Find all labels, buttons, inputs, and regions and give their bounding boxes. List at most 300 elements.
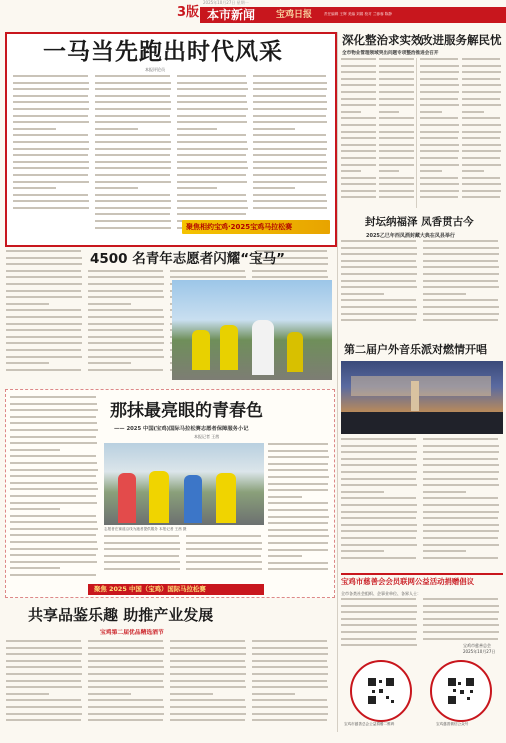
body-text-line [6,283,82,285]
brand-logo: 宝鸡日报 [276,10,313,20]
body-text-line [10,436,96,438]
body-text-line [88,640,163,642]
body-text-line [95,227,171,229]
body-text-line [341,144,376,146]
body-text-line [379,177,414,179]
body-text-line [341,247,417,249]
body-text-line [177,141,247,143]
body-text-line [6,356,82,358]
body-text-line [170,680,245,682]
body-text-line [423,491,466,493]
body-text-line [253,75,326,77]
body-text-line [10,502,97,504]
body-text-line [341,306,417,308]
body-text-line [95,213,170,215]
body-text-line [379,150,414,152]
body-text-line [341,137,376,139]
body-text-line [253,82,327,84]
body-text-line [177,213,246,215]
body-text-line [341,517,416,519]
body-text-line [341,644,417,646]
body-text-line [253,88,327,90]
body-text-line [423,638,498,640]
body-text-line [462,65,501,67]
body-text-line [253,121,327,123]
body-text-line [379,78,414,80]
body-text-line [13,194,88,196]
exhibition-headline: 共享品鉴乐趣 助推产业发展 [28,606,214,624]
body-text-line [10,488,98,490]
qr-left-caption: 宝鸡市慈善总会公益捐赠二维码 [344,722,395,726]
body-text-line [423,524,499,526]
editor-line: 责任编辑 王辉 美编 刘娟 校对 兰蓉蓉 陈静 [324,12,392,16]
body-text-line [6,653,82,655]
body-text-line [268,496,302,498]
volunteers-headline: 4500 名青年志愿者闪耀“宝马” [90,251,286,267]
body-text-line [6,263,82,265]
body-text-line [253,101,327,103]
body-text-line [379,183,414,185]
body-text-line [186,548,262,550]
body-text-line [341,504,417,506]
body-text-line [95,108,171,110]
right-left-subhead: 全市物业管理领域突出问题专项整治推进会召开 [342,51,439,56]
body-text-line [423,240,498,242]
body-text-line [341,491,384,493]
body-text-line [6,342,82,344]
body-text-line [341,530,417,532]
body-text-line [268,542,328,544]
body-text-line [88,719,163,721]
body-text-line [88,653,164,655]
body-text-line [88,647,164,649]
body-text-line [10,469,98,471]
body-text-line [177,75,246,77]
body-text-line [95,128,138,130]
body-text-line [379,131,414,133]
body-text-line [420,124,459,126]
body-text-line [268,489,328,491]
qr-pattern-icon [352,662,410,720]
body-text-line [341,196,376,198]
body-text-line [95,88,171,90]
body-text-line [420,144,459,146]
body-text-line [341,458,416,460]
body-text-line [423,293,466,295]
body-text-line [95,154,170,156]
body-text-line [268,483,328,485]
body-text-line [95,161,171,163]
lead-commentary [5,32,337,247]
body-text-line [420,71,459,73]
body-text-line [252,713,328,715]
qr-right-caption: 宝鸡慈善微信公众号 [436,722,469,726]
charity-top-rule [341,573,503,575]
body-text-line [6,706,82,708]
body-text-line [88,290,163,292]
body-text-line [423,544,499,546]
ribbon-body-c [268,443,330,581]
body-text-line [341,71,376,73]
body-text-line [88,713,164,715]
body-text-line [177,121,247,123]
jar-ceremony-body-b [423,240,501,328]
body-text-line [252,686,328,688]
body-text-line [462,71,501,73]
jar-ceremony-headline: 封坛纳福泽 凤香贯古今 [365,216,474,228]
body-text-line [6,666,82,668]
body-text-line [13,108,89,110]
body-text-line [13,75,88,77]
body-text-line [88,680,163,682]
body-text-line [177,82,247,84]
body-text-line [423,458,498,460]
body-text-line [95,181,171,183]
body-text-line [379,124,414,126]
body-text-line [268,456,329,458]
masthead [0,0,506,27]
body-text-line [253,148,327,150]
body-text-line [423,280,498,282]
body-text-line [177,154,246,156]
body-text-line [379,104,414,106]
body-text-line [6,680,81,682]
body-text-line [341,438,416,440]
body-text-line [341,253,417,255]
body-text-line [341,313,417,315]
ribbon-body-a [104,535,182,580]
body-text-line [6,303,49,305]
right-left-headline: 深化整治求实效 [342,33,423,47]
body-text-line [186,555,261,557]
body-text-line [420,196,458,198]
body-text-line [341,471,417,473]
body-text-line [252,660,327,662]
body-text-line [13,88,89,90]
body-text-line [252,653,328,655]
body-text-line [423,464,499,466]
body-text-line [95,174,170,176]
body-text-line [6,673,82,675]
right-right-body-a [420,58,460,208]
body-text-line [423,451,499,453]
body-text-line [268,568,328,570]
body-text-line [462,98,500,100]
body-text-line [462,190,501,192]
volunteers-photo [172,280,332,380]
body-text-line [95,167,171,169]
jar-ceremony-subhead: 2025乙巳年西凤酒封藏大典在凤县举行 [366,233,455,239]
body-text-line [6,647,82,649]
body-text-line [423,497,498,499]
body-text-line [379,117,414,119]
ribbon-photo-caption: 志愿者在赛道沿线为跑者提供服务 本报记者 王茜 摄 [104,527,187,531]
body-text-line [177,134,246,136]
body-text-line [177,101,247,103]
body-text-line [379,164,414,166]
body-text-line [6,276,82,278]
body-text-line [423,260,498,262]
body-text-line [6,296,82,298]
body-text-line [423,313,499,315]
body-text-line [341,598,416,600]
body-text-line [10,403,97,405]
body-text-line [341,299,416,301]
body-text-line [423,247,499,249]
body-text-line [341,273,417,275]
page-number: 3版 [177,5,200,20]
body-text-line [177,95,246,97]
body-text-line [88,686,164,688]
body-text-line [268,522,328,524]
body-text-line [95,115,170,117]
body-text-line [341,319,416,321]
body-text-line [177,108,248,110]
body-text-line [341,478,416,480]
body-text-line [379,84,414,86]
body-text-line [88,270,163,272]
body-text-line [341,638,416,640]
body-text-line [95,220,171,222]
ribbon-banner-text: 聚焦 2025 中国（宝鸡）国际马拉松赛 [94,585,206,593]
body-text-line [88,336,164,338]
body-text-line [170,713,246,715]
body-text-line [341,464,417,466]
body-text-line [13,141,89,143]
body-text-line [423,624,499,626]
body-text-line [10,422,97,424]
body-text-line [88,699,163,701]
body-text-line [341,157,376,159]
body-text-line [423,266,499,268]
body-text-line [462,164,501,166]
body-text-line [186,535,261,537]
body-text-line [10,528,98,530]
body-text-line [268,555,302,557]
body-text-line [170,673,246,675]
body-text-line [10,508,60,510]
body-text-line [253,194,326,196]
body-text-line [252,680,327,682]
body-text-line [6,270,81,272]
body-text-line [462,111,484,113]
body-text-line [13,128,56,130]
body-text-line [10,541,97,543]
exhibition-body-a [6,640,84,730]
body-text-line [13,207,89,209]
body-text-line [462,58,500,60]
section-title: 本市新闻 [207,8,256,22]
body-text-line [341,624,417,626]
body-text-line [462,91,501,93]
body-text-line [253,141,327,143]
body-text-line [170,693,213,695]
body-text-line [423,299,498,301]
right-left-body-a [341,58,377,208]
body-text-line [462,124,501,126]
body-text-line [420,177,458,179]
body-text-line [177,200,247,202]
body-text-line [341,58,376,60]
body-text-line [177,181,247,183]
lead-body-col-4 [253,75,329,215]
body-text-line [170,719,245,721]
body-text-line [6,640,81,642]
body-text-line [104,568,180,570]
ribbon-byline: 本报记者 王茜 [194,434,220,439]
body-text-line [95,134,170,136]
body-text-line [462,78,500,80]
body-text-line [177,161,247,163]
body-text-line [95,141,171,143]
body-text-line [341,84,376,86]
body-text-line [252,699,327,701]
body-text-line [268,509,328,511]
body-text-line [268,502,328,504]
body-text-line [252,640,327,642]
body-text-line [379,91,414,93]
body-text-line [170,706,246,708]
body-text-line [253,115,326,117]
body-text-line [268,549,328,551]
body-text-line [88,316,164,318]
body-text-line [420,131,459,133]
body-text-line [423,471,499,473]
exhibition-body-d [252,640,330,730]
body-text-line [170,653,246,655]
body-text-line [423,253,499,255]
music-party-body-a [341,438,419,568]
body-text-line [177,148,248,150]
body-text-line [10,396,96,398]
body-text-line [379,144,414,146]
body-text-line [420,164,459,166]
body-text-line [341,104,376,106]
ribbon-body-b [186,535,264,580]
body-text-line [341,537,416,539]
right-left-body-b [379,58,415,208]
body-text-line [104,542,180,544]
body-text-line [6,693,49,695]
body-text-line [462,196,500,198]
body-text-line [423,504,499,506]
body-text-line [341,445,417,447]
body-text-line [423,306,499,308]
body-text-line [88,356,164,358]
body-text-line [88,342,164,344]
body-text-line [423,438,498,440]
body-text-line [252,706,328,708]
body-text-line [462,157,500,159]
body-text-line [88,323,164,325]
exhibition-body-b [88,640,166,730]
body-text-line [6,250,81,252]
body-text-line [10,482,97,484]
jar-ceremony-body-a [341,240,419,328]
body-text-line [420,157,458,159]
body-text-line [341,111,361,113]
charity-date: 2025年10月27日 [463,649,496,654]
right-vertical-rule [416,58,417,208]
body-text-line [13,174,88,176]
body-text-line [252,647,328,649]
body-text-line [420,183,459,185]
body-text-line [341,484,417,486]
qr-code-right[interactable] [430,660,492,722]
body-text-line [462,150,501,152]
body-text-line [423,537,498,539]
qr-code-left[interactable] [350,660,412,722]
body-text-line [253,108,327,110]
body-text-line [420,58,458,60]
body-text-line [10,475,96,477]
music-party-body-b [423,438,501,568]
body-text-line [341,91,376,93]
body-text-line [95,101,171,103]
body-text-line [10,442,97,444]
body-text-line [268,469,328,471]
body-text-line [6,660,81,662]
body-text-line [379,196,414,198]
body-text-line [10,515,96,517]
body-text-line [423,598,498,600]
body-text-line [253,154,326,156]
body-text-line [10,409,98,411]
charity-headline: 宝鸡市慈善会会员联网公益活动捐赠倡议 [341,577,475,586]
body-text-line [186,542,262,544]
body-text-line [420,84,459,86]
body-text-line [252,693,295,695]
body-text-line [6,369,81,371]
body-text-line [423,631,499,633]
body-text-line [341,497,416,499]
body-text-line [379,65,414,67]
body-text-line [420,78,458,80]
body-text-line [423,557,498,559]
body-text-line [379,137,414,139]
body-text-line [341,177,376,179]
body-text-line [6,336,82,338]
body-text-line [104,555,179,557]
ribbon-photo [104,443,264,525]
lead-body-col-1 [13,75,91,215]
body-text-line [420,65,459,67]
body-text-line [341,117,376,119]
body-text-line [253,161,327,163]
body-text-line [10,455,96,457]
body-text-line [6,323,82,325]
body-text-line [420,98,458,100]
music-party-photo [341,361,503,434]
body-text-line [341,266,417,268]
body-text-line [95,200,171,202]
ribbon-banner [88,584,264,595]
body-text-line [341,240,416,242]
body-text-line [268,450,328,452]
exhibition-subhead: 宝鸡第二届优品精选酒节 [100,630,164,636]
body-text-line [420,150,459,152]
body-text-line [423,273,499,275]
body-text-line [341,280,416,282]
body-text-line [420,137,458,139]
body-text-line [341,557,416,559]
body-text-line [10,548,98,550]
body-text-line [253,167,327,169]
body-text-line [6,309,81,311]
body-text-line [13,134,88,136]
body-text-line [341,631,417,633]
body-text-line [341,164,376,166]
